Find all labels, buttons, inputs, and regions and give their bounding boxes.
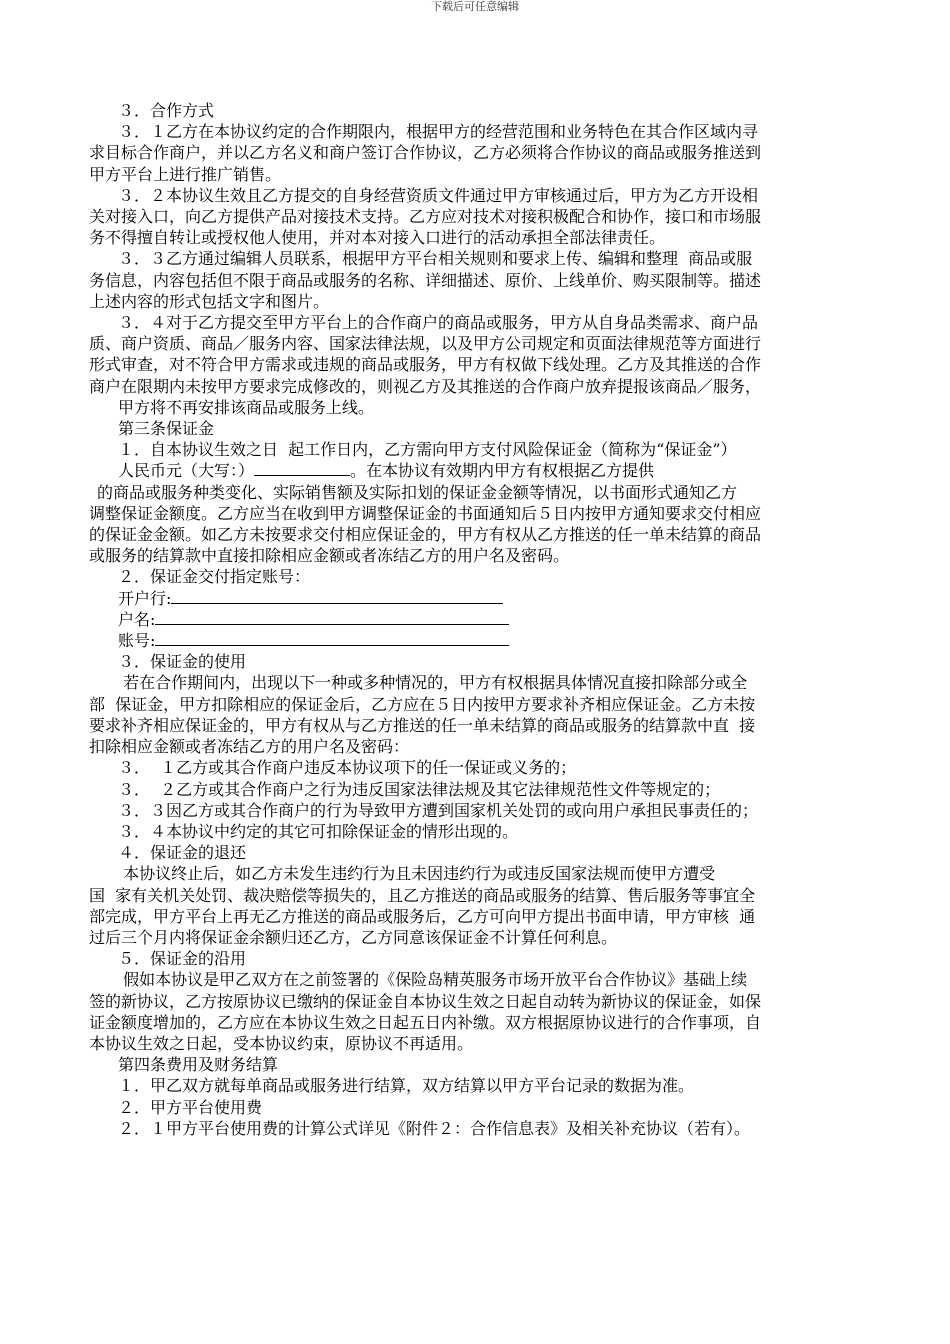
text-line	[89, 291, 881, 312]
line-text: 要求补齐相应保证金的，甲方有权从与乙方推送的任一单未结算的商品或服务的结算款中直 接	[89, 715, 756, 735]
line-text: 上述内容的形式包括文字和图片。	[89, 291, 330, 311]
page-header-note: 下载后可任意编辑	[431, 0, 519, 13]
fill-in-blank[interactable]	[171, 589, 503, 604]
line-text: １．甲乙双方就每单商品或服务进行结算，双方结算以甲方平台记录的数据为准。	[118, 1076, 695, 1096]
text-line	[89, 1054, 881, 1075]
line-text: 调整保证金额度。乙方应当在收到甲方调整保证金的书面通知后５日内按甲方通知要求交付相应	[89, 503, 762, 523]
line-text: 本协议终止后，如乙方未发生违约行为且未因违约行为或违反国家法规而使甲方遭受	[118, 864, 716, 884]
text-line	[89, 418, 881, 439]
text-line	[89, 885, 881, 906]
text-line	[89, 651, 881, 672]
text-line	[89, 800, 881, 821]
line-text: 账号:	[118, 631, 156, 651]
text-line	[89, 1118, 881, 1139]
text-line	[89, 164, 881, 185]
line-text: 或服务的结算款中直接扣除相应金额或者冻结乙方的用户名及密码。	[89, 546, 570, 566]
line-text: ３．３因乙方或其合作商户的行为导致甲方遭到国家机关处罚的或向用户承担民事责任的；	[118, 800, 759, 820]
line-text: 开户行:	[118, 588, 172, 608]
line-text: ２．甲方平台使用费	[118, 1097, 263, 1117]
line-text: ２．保证金交付指定账号：	[118, 567, 311, 587]
text-line	[89, 121, 881, 142]
text-line	[89, 482, 881, 503]
text-line	[89, 906, 881, 927]
line-text: 人民币元（大写：）	[118, 461, 255, 481]
text-line	[89, 503, 881, 524]
line-text: 国 家有关机关处罚、裁决赔偿等损失的，且乙方推送的商品或服务的结算、售后服务等事宜全	[89, 885, 756, 905]
line-text: ３． １乙方或其合作商户违反本协议项下的任一保证或义务的；	[118, 758, 577, 778]
text-line	[89, 185, 881, 206]
line-text-continued: 。在本协议有效期内甲方有权根据乙方提供	[350, 461, 655, 481]
line-text: ３．１乙方在本协议约定的合作期限内，根据甲方的经营范围和业务特色在其合作区域内寻	[118, 122, 759, 142]
line-text: 商户在限期内未按甲方要求完成修改的，则视乙方及其推送的合作商户放弃提报该商品／服务，	[89, 376, 762, 396]
text-line	[89, 142, 881, 163]
line-text: 过后三个月内将保证金余额归还乙方，乙方同意该保证金不计算任何利息。	[89, 927, 618, 947]
line-text: 务信息，内容包括但不限于商品或服务的名称、详细描述、原价、上线单价、购买限制等。描述	[89, 270, 762, 290]
line-text: 签的新协议，乙方按原协议已缴纳的保证金自本协议生效之日起自动转为新协议的保证金，如保	[89, 991, 762, 1011]
text-line	[89, 842, 881, 863]
line-text: 部完成，甲方平台上再无乙方推送的商品或服务后，乙方可向甲方提出书面申请，甲方审核 通	[89, 906, 756, 926]
line-text: ４．保证金的退还	[118, 843, 247, 863]
text-line	[89, 1097, 881, 1118]
line-text: 户名:	[118, 609, 156, 629]
document-body	[89, 100, 881, 1139]
line-text: 的保证金金额。如乙方未按要求交付相应保证金的，甲方有权从乙方推送的任一单未结算的商品	[89, 525, 762, 545]
line-text: 务不得擅自转让或授权他人使用，并对本对接入口进行的活动承担全部法律责任。	[89, 228, 666, 248]
line-text: ３．合作方式	[118, 101, 215, 120]
text-line	[89, 672, 881, 693]
line-text: 第四条费用及财务结算	[118, 1055, 279, 1075]
text-line	[89, 100, 881, 121]
text-line	[89, 609, 881, 630]
text-line	[89, 545, 881, 566]
text-line	[89, 227, 881, 248]
fill-in-blank[interactable]	[155, 610, 509, 625]
text-line	[89, 439, 881, 460]
line-text: 形式审查，对不符合甲方需求或违规的商品或服务，甲方有权做下线处理。乙方及其推送的合作	[89, 355, 762, 375]
line-text: ３．４本协议中约定的其它可扣除保证金的情形出现的。	[118, 821, 519, 841]
line-text: ３． ２乙方或其合作商户之行为违反国家法律法规及其它法律规范性文件等规定的；	[118, 779, 721, 799]
line-text: 甲方将不再安排该商品或服务上线。	[118, 397, 375, 417]
text-line	[89, 757, 881, 778]
text-line	[89, 715, 881, 736]
text-line	[89, 333, 881, 354]
line-text: 扣除相应金额或者冻结乙方的用户名及密码：	[89, 737, 410, 757]
line-text: 第三条保证金	[118, 419, 215, 439]
text-line	[89, 524, 881, 545]
text-line	[89, 821, 881, 842]
line-text: 关对接入口，向乙方提供产品对接技术支持。乙方应对技术对接积极配合和协作，接口和市场服	[89, 207, 762, 227]
line-text: 假如本协议是甲乙双方在之前签署的《保险岛精英服务市场开放平台合作协议》基础上续	[118, 970, 748, 990]
text-line	[89, 779, 881, 800]
text-line	[89, 376, 881, 397]
text-line	[89, 694, 881, 715]
line-text: ３．２本协议生效且乙方提交的自身经营资质文件通过甲方审核通过后，甲方为乙方开设相	[118, 185, 759, 205]
text-line	[89, 736, 881, 757]
text-line	[89, 312, 881, 333]
text-line	[89, 1012, 881, 1033]
text-line	[89, 566, 881, 587]
line-text: 本协议生效之日起，受本协议约束，原协议不再适用。	[89, 1033, 474, 1053]
line-text: ２．１甲方平台使用费的计算公式详见《附件２：合作信息表》及相关补充协议（若有）。	[118, 1118, 751, 1138]
line-text: ３．３乙方通过编辑人员联系，根据甲方平台相关规则和要求上传、编辑和整理 商品或服	[118, 249, 753, 269]
text-line	[89, 588, 881, 609]
text-line	[89, 206, 881, 227]
text-line	[89, 863, 881, 884]
line-text: 质、商户资质、商品／服务内容、国家法律法规，以及甲方公司规定和页面法律规范等方面进行	[89, 334, 762, 354]
line-text: 若在合作期间内，出现以下一种或多种情况的，甲方有权根据具体情况直接扣除部分或全	[118, 673, 748, 693]
line-text: １．自本协议生效之日 起工作日内，乙方需向甲方支付风险保证金（简称为“保证金”）	[118, 440, 737, 460]
line-text: ５．保证金的沿用	[118, 949, 247, 969]
line-text: 甲方平台上进行推广销售。	[89, 164, 282, 184]
text-line	[89, 270, 881, 291]
text-line	[89, 397, 881, 418]
text-line	[89, 460, 881, 481]
line-text: 求目标合作商户，并以乙方名义和商户签订合作协议，乙方必须将合作协议的商品或服务推送到	[89, 143, 762, 163]
text-line	[89, 969, 881, 990]
text-line	[89, 1033, 881, 1054]
line-text: ３．４对于乙方提交至甲方平台上的合作商户的商品或服务，甲方从自身品类需求、商户品	[118, 313, 759, 333]
text-line	[89, 1075, 881, 1096]
line-text: 证金额度增加的，乙方应在本协议生效之日起五日内补缴。双方根据原协议进行的合作事项，自	[89, 1012, 762, 1032]
line-text: 部 保证金，甲方扣除相应的保证金后，乙方应在５日内按甲方要求补齐相应保证金。乙方未按	[89, 694, 756, 714]
text-line	[89, 630, 881, 651]
text-line	[89, 248, 881, 269]
text-line	[89, 948, 881, 969]
text-line	[89, 354, 881, 375]
fill-in-blank[interactable]	[254, 461, 350, 476]
line-text: 的商品或服务种类变化、实际销售额及实际扣划的保证金金额等情况，以书面形式通知乙方	[97, 482, 738, 502]
text-line	[89, 927, 881, 948]
line-text: ３．保证金的使用	[118, 652, 247, 672]
fill-in-blank[interactable]	[155, 631, 509, 646]
text-line	[89, 991, 881, 1012]
